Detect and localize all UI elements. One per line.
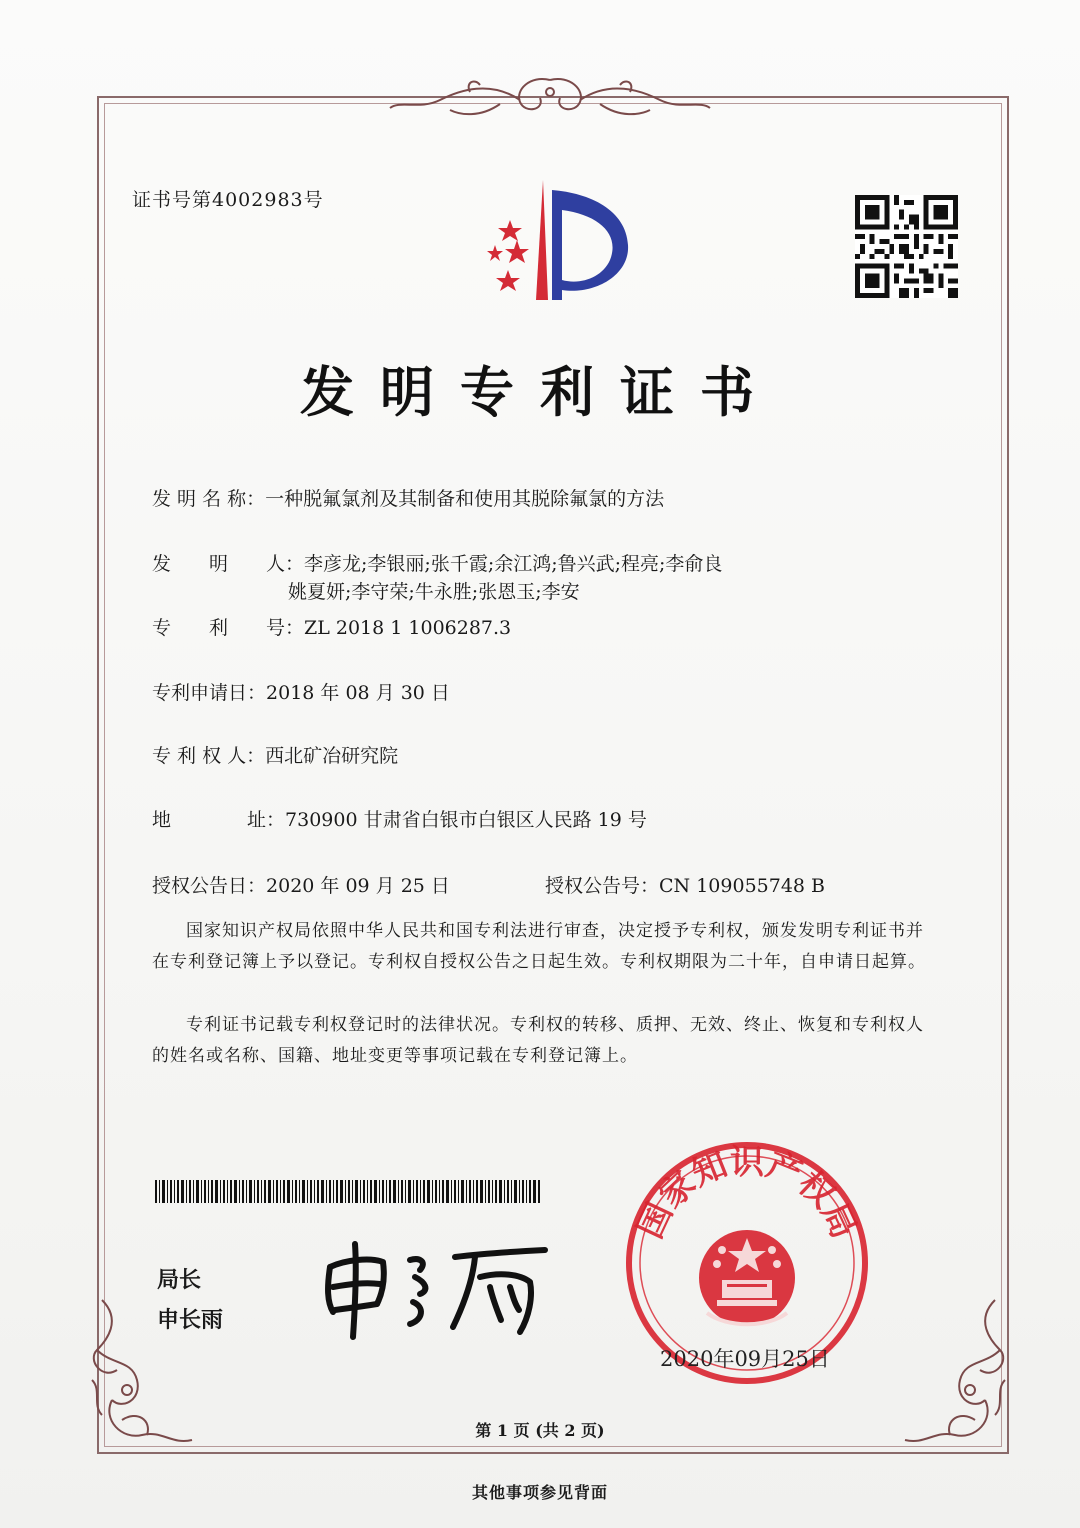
- grant-number-label: 授权公告号：: [545, 875, 660, 897]
- barcode-icon: [155, 1180, 540, 1203]
- inventors-label: 发 明 人：: [152, 553, 305, 575]
- inventors-value-line2: 姚夏妍;李守荣;牛永胜;张恩玉;李安: [288, 581, 580, 603]
- address-row: [152, 805, 647, 832]
- seal-text: 国家知识产权局: [630, 1142, 864, 1245]
- invention-name-label: 发 明 名 称：: [152, 488, 266, 510]
- patent-number-row: [152, 613, 511, 640]
- inventors-row-2: [288, 577, 580, 604]
- grant-date-label: 授权公告日：: [152, 875, 267, 897]
- seal-date: 2020年09月25日: [660, 1347, 830, 1371]
- patent-number-label: 专 利 号：: [152, 617, 305, 639]
- filing-date-value: 2018 年 08 月 30 日: [266, 682, 450, 704]
- top-ornament-icon: [380, 70, 720, 130]
- svg-text:国家知识产权局: [630, 1142, 864, 1244]
- grant-number-value: CN 109055748 B: [659, 875, 826, 897]
- grant-date-value: 2020 年 09 月 25 日: [266, 875, 450, 897]
- filing-date-row: [152, 678, 450, 705]
- grant-date-row: [152, 871, 450, 898]
- grant-number-row: [545, 871, 825, 898]
- certificate-paragraph-2: 专利证书记载专利权登记时的法律状况。专利权的转移、质押、无效、终止、恢复和专利权人的姓名或名称、国籍、地址变更等事项记载在专利登记簿上。: [152, 1015, 924, 1066]
- certificate-title: 发明专利证书: [300, 360, 780, 424]
- filing-date-label: 专利申请日：: [152, 682, 267, 704]
- inventors-row: [152, 549, 722, 576]
- qr-code-icon: [855, 195, 958, 298]
- patent-number-value: ZL 2018 1 1006287.3: [304, 617, 512, 639]
- certificate-paragraph-1: 国家知识产权局依照中华人民共和国专利法进行审查，决定授予专利权，颁发发明专利证书并在专利登记簿上予以登记。专利权自授权公告之日起生效。专利权期限为二十年，自申请日起算。: [152, 921, 926, 972]
- director-signature-icon: [315, 1232, 555, 1342]
- cnipa-emblem-icon: [470, 175, 640, 310]
- invention-name-row: [152, 484, 664, 511]
- page-number: 第 1 页 (共 2 页): [475, 1421, 605, 1440]
- patentee-label: 专 利 权 人：: [152, 745, 266, 767]
- patentee-value: 西北矿冶研究院: [265, 745, 399, 767]
- invention-name-value: 一种脱氟氯剂及其制备和使用其脱除氟氯的方法: [265, 488, 665, 510]
- address-label: 地 址：: [152, 809, 286, 831]
- back-note: 其他事项参见背面: [471, 1483, 608, 1502]
- certificate-number: 证书号第4002983号: [132, 189, 324, 211]
- director-name: 申长雨: [157, 1308, 224, 1333]
- director-title: 局长: [157, 1268, 202, 1293]
- patentee-row: [152, 741, 398, 768]
- address-value: 730900 甘肃省白银市白银区人民路 19 号: [285, 809, 647, 831]
- inventors-value-line1: 李彦龙;李银丽;张千霞;余江鸿;鲁兴武;程亮;李俞良: [304, 553, 723, 575]
